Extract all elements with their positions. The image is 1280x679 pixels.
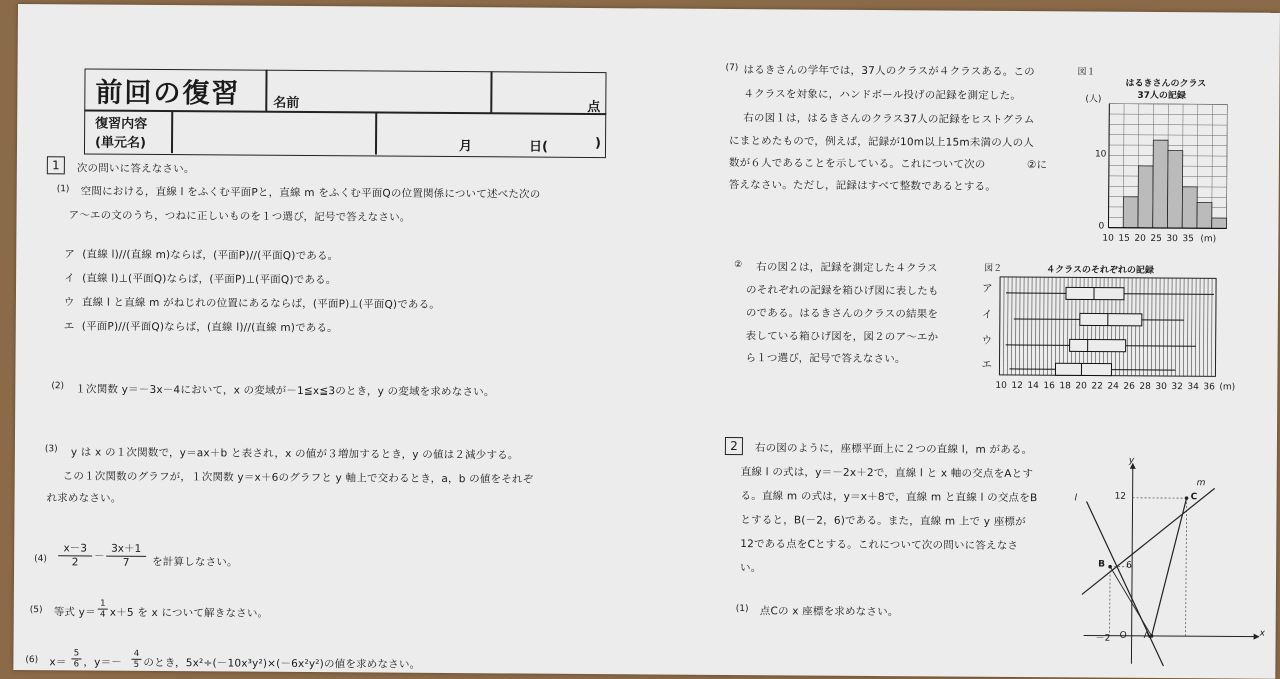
worksheet-paper [13,4,1280,679]
score-label: 点 [587,96,600,115]
unit-name-field[interactable] [177,115,372,152]
q5-post: x＋5 を x について解きなさい。 [110,605,269,621]
graph-point-b-label: B [1098,560,1105,570]
fig2-label: 図２ [984,261,1002,274]
graph-label-6: 6 [1126,561,1132,571]
q3-line-1: y は x の１次関数で，y＝ax＋b と表され，x の値が３増加するとき，y の値は２減少する。 [71,444,519,462]
q7-2-number: ② [734,260,742,270]
q7-2-line-3: のである。はるきさんのクラスの結果を [746,305,938,321]
fig2-x-tick: 36 [1203,382,1215,392]
fig1-x-tick: 35 [1182,234,1194,244]
name-field[interactable] [317,74,487,111]
histogram-bar [1138,166,1153,228]
q5-pre: 等式 y＝ [54,604,96,619]
fig2-x-tick: 30 [1155,382,1167,392]
q5-fraction [98,599,108,620]
q6-fraction-2 [131,649,141,670]
boxplot-box [1080,313,1142,325]
q4-fraction-1 [58,542,92,569]
q1-option-text-u: 直線 l と直線 m がねじれの位置にあるならば，(平面P)⊥(平面Q)である。 [82,294,440,311]
header-title: 前回の復習 [95,71,240,111]
q7-2-line-2: のそれぞれの記録を箱ひげ図に表したも [746,282,939,298]
fig1-x-tick: 30 [1166,234,1178,244]
fig2-x-unit: (m) [1219,382,1235,392]
q2-number: (2) [51,381,64,391]
unit-label: (単元名) [95,132,146,151]
q7-line-3: 右の図１は，はるきさんのクラス37人の記録をヒストグラム [743,110,1034,127]
fig2-x-tick: 10 [995,381,1007,391]
fig2-x-tick: 22 [1091,382,1103,392]
fig2-x-tick: 24 [1107,382,1119,392]
q7-line-1: はるきさんの学年では，37人のクラスが４クラスある。この [744,62,1035,79]
q6-fraction-1 [71,648,81,669]
section-2-line-5: 12である点をCとする。これについて次の問いに答えなさ [740,536,1018,553]
q4-frac1-numerator: x－3 [58,542,92,556]
fig2-x-tick: 28 [1139,382,1151,392]
histogram-bar [1197,202,1212,228]
histogram-bar [1167,151,1182,229]
graph-label-origin: O [1120,631,1127,641]
q1-number: (1) [57,184,70,194]
q1-option-key-e: エ [64,318,75,333]
q6-number: (6) [25,655,38,665]
fig1-y-unit: (人) [1085,91,1101,104]
q4-frac2-denominator: 7 [106,557,146,570]
q7-2-line-5: ら１つ選び，記号で答えなさい。 [745,350,905,366]
fig1-x-tick: 10 [1102,234,1114,244]
fig1-x-tick: 20 [1134,234,1146,244]
q6-frac2-denominator: 5 [131,660,141,670]
fig1-x-tick: 15 [1118,234,1130,244]
boxplot-whisker [1124,294,1214,295]
q4-fraction-2 [106,543,146,570]
histogram-bar [1123,197,1138,228]
histogram-bar [1212,218,1227,228]
q1-option-text-a: (直線 l)//(直線 m)ならば，(平面P)//(平面Q)である。 [82,246,338,263]
q4-number: (4) [34,554,47,564]
q4-minus: － [94,549,105,564]
fig1-x-tick: 25 [1150,234,1162,244]
coordinate-graph [1063,451,1264,667]
fig2-x-tick: 26 [1123,382,1135,392]
section-2-q1-number: (1) [736,604,749,614]
q7-line-4: にまとめたもので，例えば，記録が10m以上15m未満の人の人 [729,133,1034,150]
graph-point-c-label: C [1191,492,1198,502]
fig2-x-tick: 18 [1059,381,1071,391]
fig1-y-tick-0: 0 [1098,222,1104,232]
fig2-title: ４クラスのそれぞれの記録 [1046,262,1154,276]
section-2-line-2: 直線 l の式は，y＝－2x＋2で，直線 l と x 軸の交点をAとす [741,464,1033,481]
q3-line-2: この１次関数のグラフが，１次関数 y＝x＋6のグラフと y 軸上で交わるとき，a，b の値をそれぞ [63,468,534,486]
fig2-x-tick: 12 [1011,381,1023,391]
fig1-histogram [1086,99,1237,250]
q6-pre: x＝ [49,654,66,669]
q6-mid: ，y＝－ [83,654,122,669]
close-paren: ) [595,136,601,151]
section-1-instruction: 次の問いに答えなさい。 [77,160,195,176]
date-field[interactable] [381,117,601,155]
q1-option-text-i: (直線 l)⊥(平面Q)ならば，(平面P)⊥(平面Q)である。 [82,270,336,287]
histogram-bar [1182,187,1197,228]
section-2-number: 2 [725,437,743,455]
section-2-line-4: とすると，B(－2，6)である。また，直線 m 上で y 座標が [740,512,1026,529]
section-1-number: 1 [47,156,65,174]
q7-line-5: 数が６人であることを示している。これについて次の [729,155,986,172]
graph-y-axis-label: y [1129,456,1134,466]
fig2-x-tick: 20 [1075,381,1087,391]
q1-option-key-u: ウ [64,294,75,309]
q7-line-6: 答えなさい。ただし，記録はすべて整数であるとする。 [729,177,996,194]
q7-line-2: ４クラスを対象に，ハンドボール投げの記録を測定した。 [743,86,1021,103]
fig2-row-label-e: エ [981,357,992,372]
q4-frac2-numerator: 3x＋1 [106,543,146,557]
q7-2-line-1: 右の図２は，記録を測定した４クラス [756,259,938,275]
q4-text: を計算しなさい。 [152,554,238,570]
graph-point-a-label: A [1144,631,1150,641]
q2-text: １次関数 y＝－3x－4において，x の変域が－1≦x≦3のとき，y の変域を求めなさい。 [75,381,494,399]
fig1-x-unit: (m) [1200,234,1216,244]
name-label: 名前 [273,92,299,111]
q6-frac1-numerator: 5 [71,648,81,659]
section-2-line-6: い。 [740,560,762,575]
q6-frac1-denominator: 6 [71,659,81,669]
q5-frac-denominator: 4 [98,610,108,620]
fig2-boxplots [995,275,1224,381]
fig2-row-label-a: ア [982,281,993,296]
fig1-title-2: 37人の記録 [1137,88,1186,101]
fig1-y-tick-10: 10 [1095,150,1107,160]
q5-number: (5) [30,605,43,615]
q6-frac2-numerator: 4 [131,649,141,660]
day-label: 日( [529,136,548,155]
q5-frac-numerator: 1 [98,599,108,610]
fig1-label: 図１ [1078,64,1096,77]
boxplot-box [1055,363,1111,375]
section-2-q1-text: 点Cの x 座標を求めなさい。 [760,603,899,619]
section-2-line-3: る。直線 m の式は，y＝x＋8で，直線 m と直線 l の交点をB [741,488,1038,505]
score-field[interactable] [495,75,583,112]
q7-2-line-4: 表している箱ひげ図を，図２のア～エか [746,328,939,344]
section-2-line-1: 右の図のように，座標平面上に２つの直線 l，m がある。 [755,440,1033,457]
fig2-row-label-u: ウ [982,333,993,348]
q4-frac1-denominator: 2 [58,556,92,569]
graph-label-12: 12 [1115,492,1127,502]
fig2-row-label-i: イ [982,307,993,322]
fig2-x-tick: 32 [1171,382,1183,392]
fig1-title-1: はるきさんのクラス [1125,76,1206,90]
q7-number: (7) [726,63,739,73]
graph-x-axis-label: x [1260,629,1265,639]
q3-line-3: れ求めなさい。 [47,490,122,506]
month-label: 月 [459,135,472,154]
graph-line-l-label: l [1075,493,1078,503]
q1-option-key-a: ア [64,246,75,261]
q1-option-key-i: イ [64,270,75,285]
q7-line-5b: ②に [1027,157,1047,172]
q6-post: のとき，5x²÷(－10x³y²)×(－6x²y²)の値を求めなさい。 [143,655,420,672]
fig2-x-ticks [995,381,1235,383]
boxplot-box [1066,287,1124,299]
q1-line-1: 空間における，直線 l をふくむ平面Pと，直線 m をふくむ平面Qの位置関係について述べた次の [81,183,541,201]
fig2-x-tick: 34 [1187,382,1199,392]
graph-line-m-label: m [1197,478,1206,488]
q3-number: (3) [45,444,58,454]
q1-line-2: ア～エの文のうち，つねに正しいものを１つ選び，記号で答えなさい。 [68,207,410,224]
histogram-bar [1153,140,1168,228]
fig2-x-tick: 16 [1043,381,1055,391]
boxplot-box [1070,339,1126,351]
content-label: 復習内容 [95,113,147,132]
graph-label-neg2: －2 [1096,631,1111,644]
fig2-x-tick: 14 [1027,381,1039,391]
q1-option-text-e: (平面P)//(平面Q)ならば，(直線 l)//(直線 m)である。 [82,318,338,335]
